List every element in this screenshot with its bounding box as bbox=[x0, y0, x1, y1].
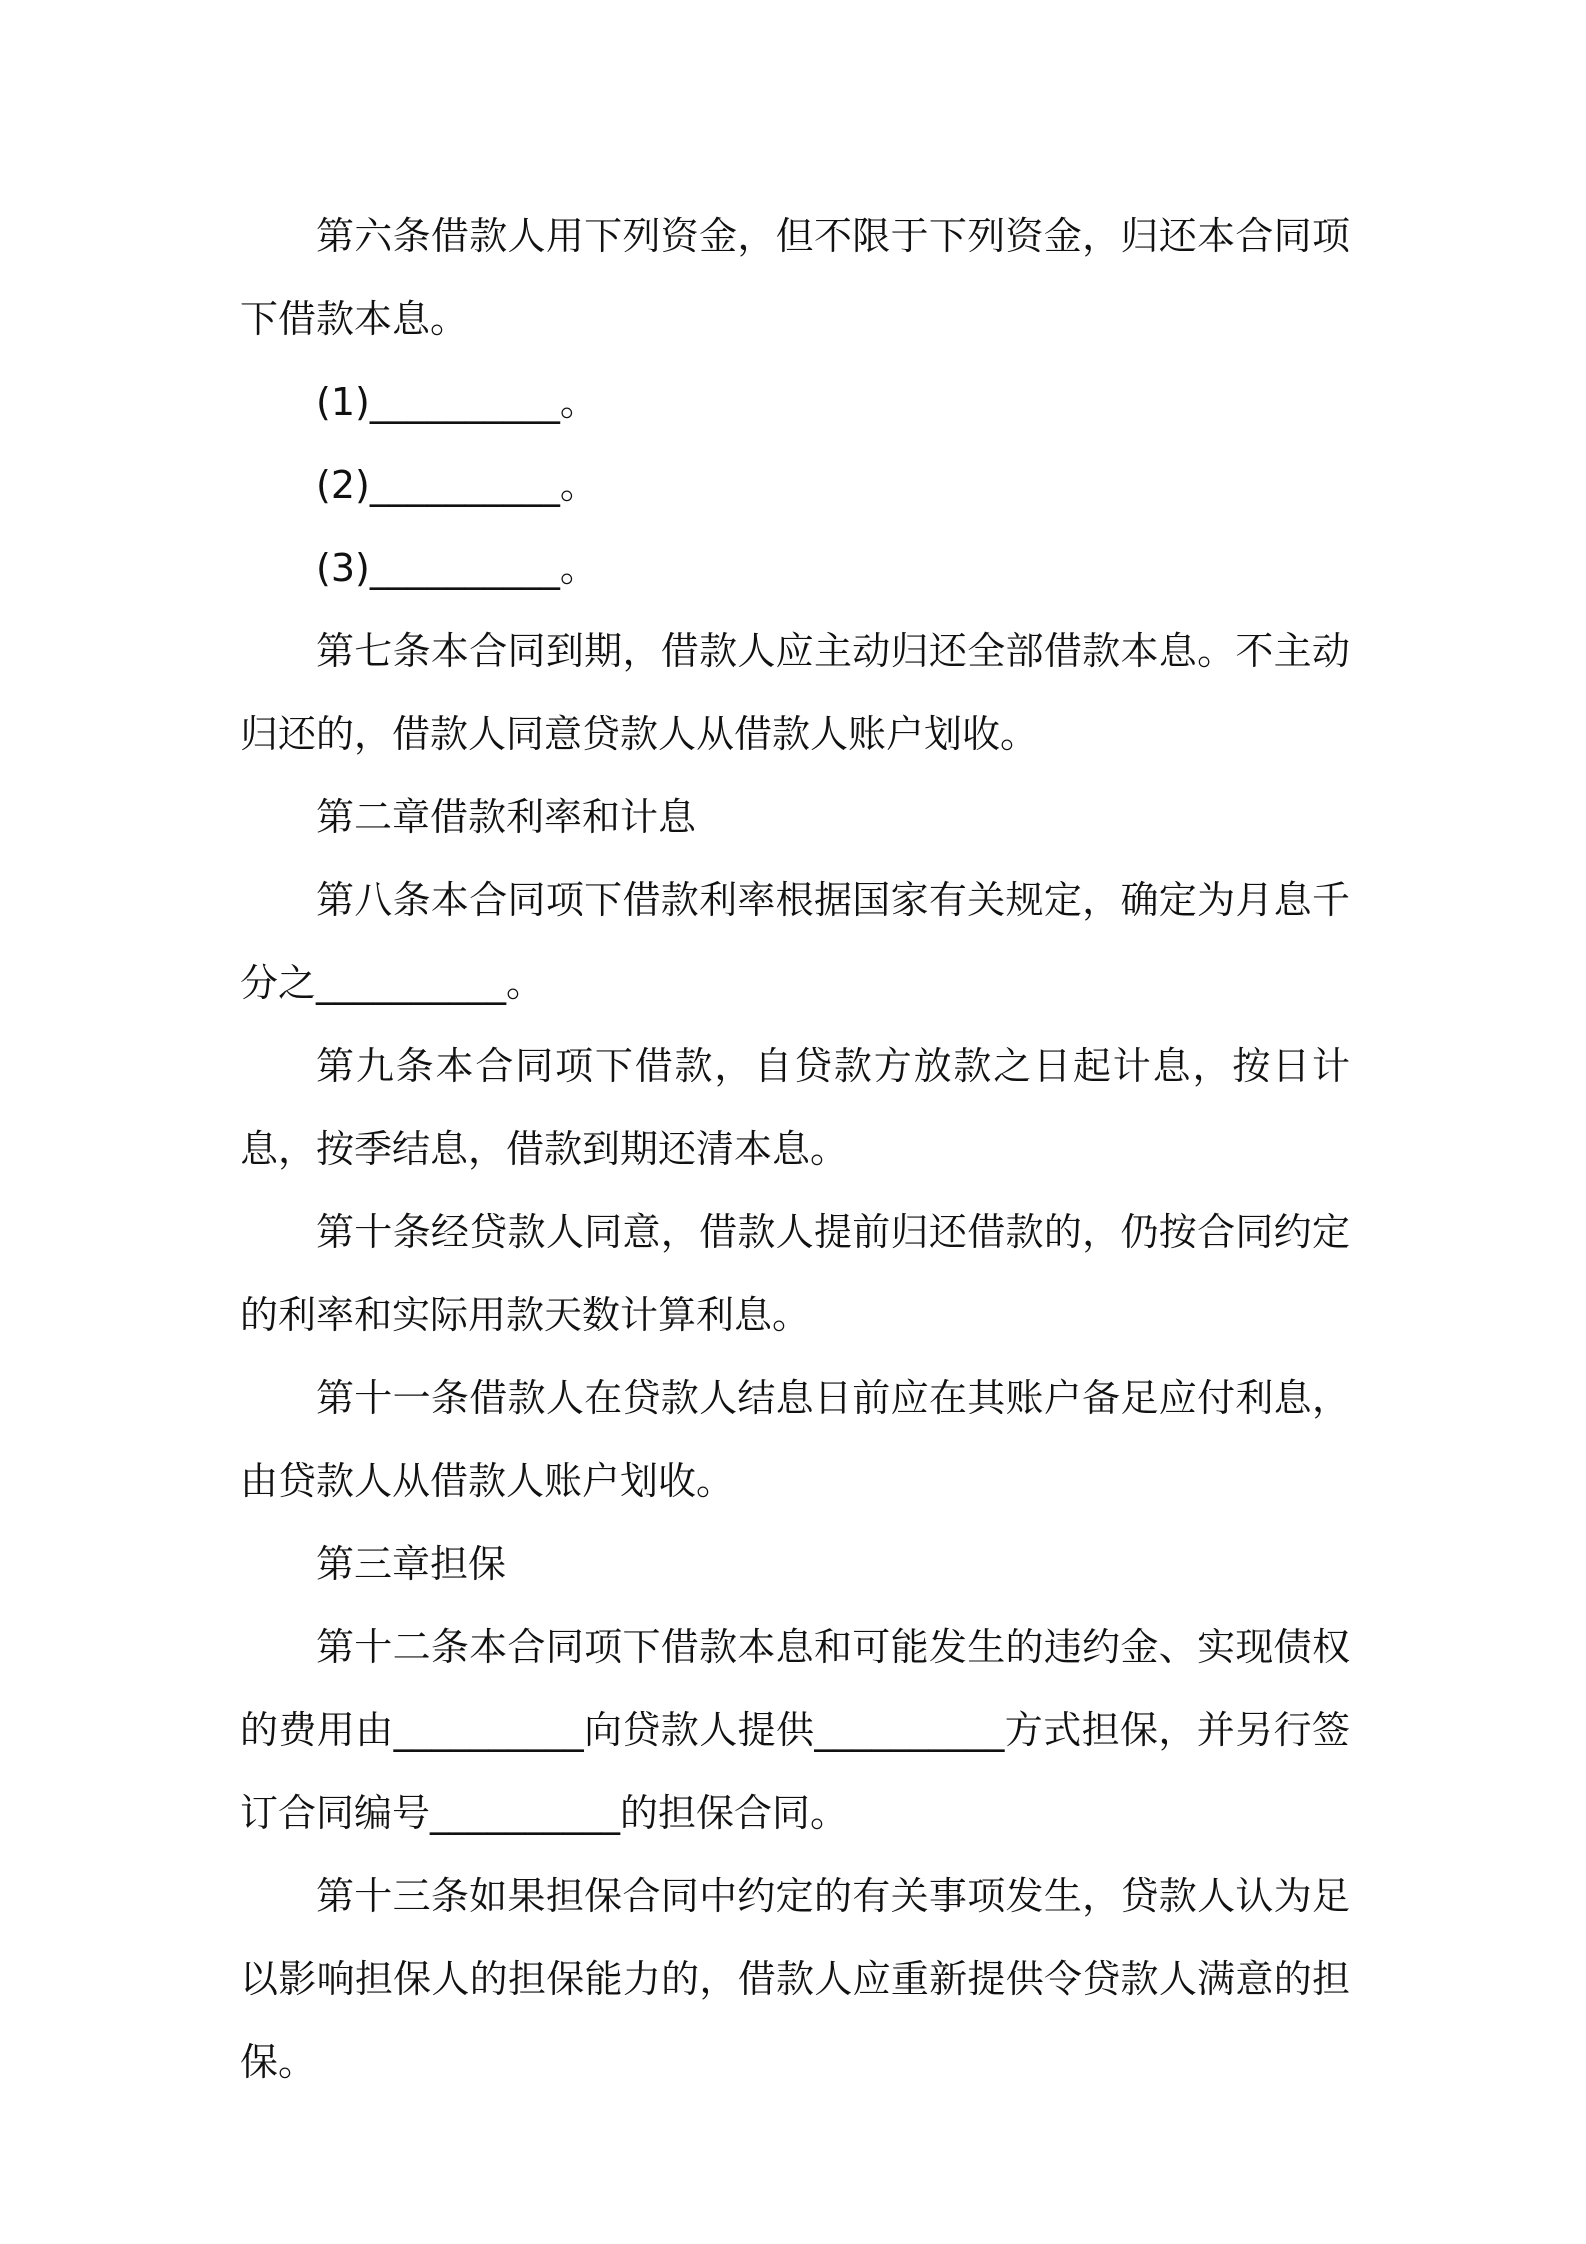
list-item-3: (3)__________。 bbox=[316, 546, 598, 590]
article-8: 第八条本合同项下借款利率根据国家有关规定，确定为月息千分之__________。 bbox=[240, 878, 1350, 1005]
contract-body bbox=[240, 195, 1350, 2104]
list-item-2: (2)__________。 bbox=[316, 463, 598, 507]
article-13: 第十三条如果担保合同中约定的有关事项发生，贷款人认为足以影响担保人的担保能力的，借款人应重新提供令贷款人满意的担保。 bbox=[240, 1874, 1350, 2084]
chapter-3-heading: 第三章担保 bbox=[316, 1542, 507, 1586]
list-item-1: (1)__________。 bbox=[316, 380, 598, 424]
article-12: 第十二条本合同项下借款本息和可能发生的违约金、实现债权的费用由__________向贷款人提供__________方式担保，并另行签订合同编号__________的担保合同。 bbox=[240, 1625, 1350, 1835]
article-9: 第九条本合同项下借款，自贷款方放款之日起计息，按日计息，按季结息，借款到期还清本息。 bbox=[240, 1044, 1350, 1171]
article-7: 第七条本合同到期，借款人应主动归还全部借款本息。不主动归还的，借款人同意贷款人从借款人账户划收。 bbox=[240, 629, 1350, 756]
article-10: 第十条经贷款人同意，借款人提前归还借款的，仍按合同约定的利率和实际用款天数计算利息。 bbox=[240, 1210, 1350, 1337]
chapter-2-heading: 第二章借款利率和计息 bbox=[316, 795, 697, 839]
article-6: 第六条借款人用下列资金，但不限于下列资金，归还本合同项下借款本息。 bbox=[240, 214, 1350, 341]
article-11: 第十一条借款人在贷款人结息日前应在其账户备足应付利息，由贷款人从借款人账户划收。 bbox=[240, 1376, 1350, 1503]
